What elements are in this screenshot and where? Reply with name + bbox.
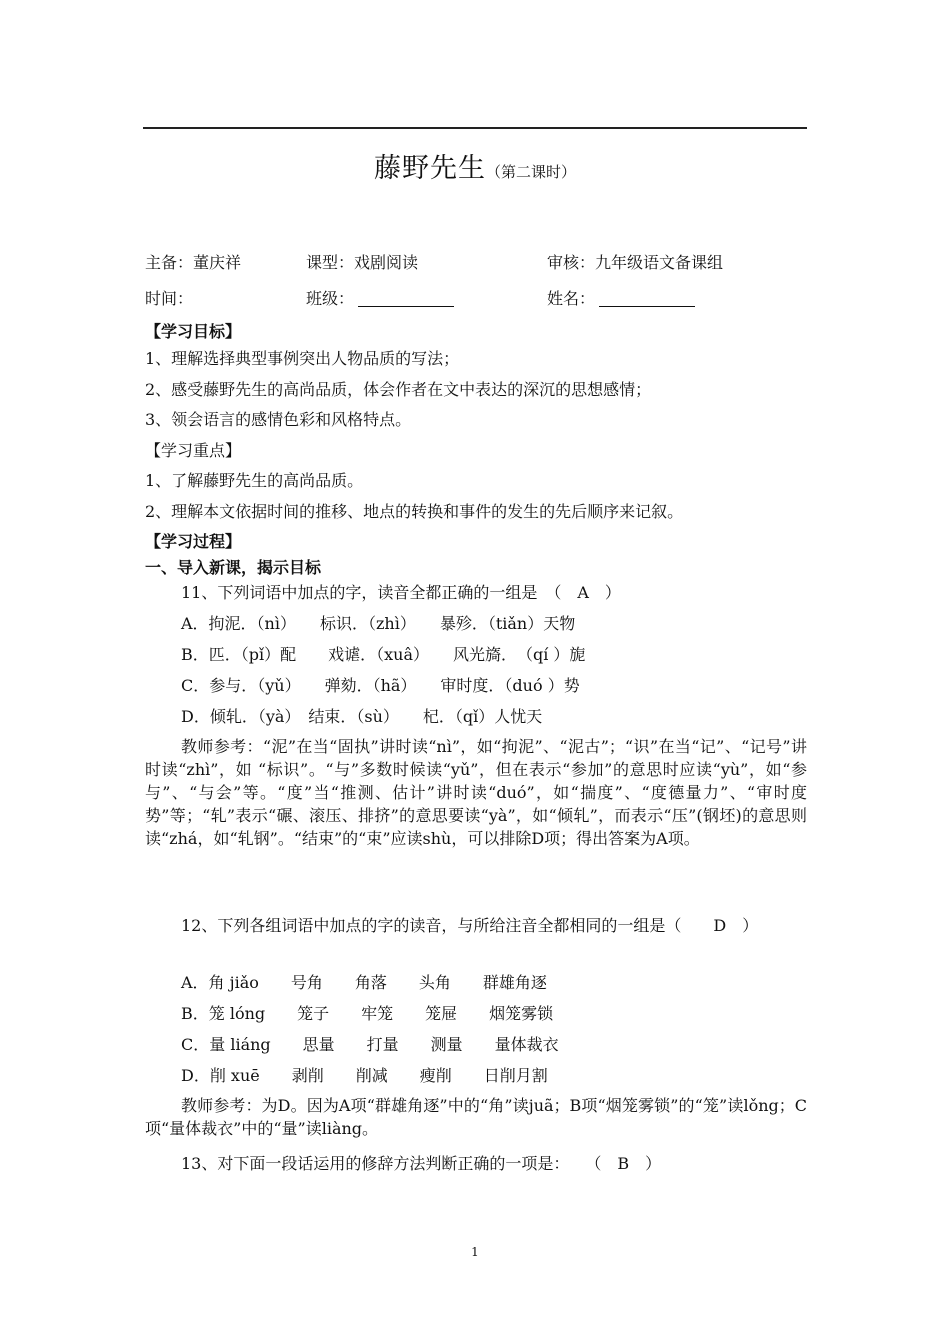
name-blank[interactable] (599, 290, 695, 307)
question-stem: 13、对下面一段话运用的修辞方法判断正确的一项是： （ B ） (181, 1154, 662, 1173)
focus-item: 1、了解藤野先生的高尚品质。 (145, 471, 364, 490)
question-option: D．倾轧．（yà） 结束．（sù） 杞．（qǐ）人忧天 (181, 707, 543, 726)
goals-heading: 【学习目标】 (145, 322, 242, 341)
header-rule (143, 127, 807, 129)
teacher-reference: 教师参考：“泥”在当“固执”讲时读“nì”，如“拘泥”、“泥古”；“识”在当“记”、“记号”讲时读“zhì”，如 “标识”。“与”多数时候读“yǔ”，但在表示“参加”的意思时应读“yù”，如“参与”、“与会”等。“度”当“推测、估计”讲时读“duó”，如“揣度”、“度德量力”、“审时度势”等；“轧”表示“碾、滚压、排挤”的意思要读“yà”，如“倾轧”，而表示“压”(钢坯)的意思则读“zhá，如“轧钢”。“结束”的“束”应读shù，可以排除D项；得出答案为A项。 (145, 737, 807, 848)
focus-heading: 【学习重点】 (145, 441, 242, 460)
meta-prep: 主备：董庆祥 (145, 253, 242, 272)
question-option: B．笼 lóng 笼子 牢笼 笼屉 烟笼雾锁 (181, 1004, 554, 1023)
title-subtitle: （第二课时） (485, 163, 576, 181)
meta-type: 课型：戏剧阅读 (306, 253, 419, 272)
goal-item: 1、理解选择典型事例突出人物品质的写法； (145, 349, 460, 368)
question-option: C．参与．（yǔ） 弹劾．（hã） 审时度．（duó ）势 (181, 676, 580, 695)
goal-item: 2、感受藤野先生的高尚品质，体会作者在文中表达的深沉的思想感情； (145, 380, 652, 399)
focus-item: 2、理解本文依据时间的推移、地点的转换和事件的发生的先后顺序来记叙。 (145, 502, 684, 521)
step-heading: 一、导入新课，揭示目标 (145, 558, 322, 577)
meta-name-label: 姓名： (547, 289, 596, 308)
page-title (0, 146, 950, 185)
class-blank[interactable] (358, 290, 454, 307)
meta-time: 时间： (145, 289, 194, 308)
teacher-reference: 教师参考：为D。因为A项“群雄角逐”中的“角”读juã；B项“烟笼雾锁”的“笼”读lǒng；C项“量体裁衣”中的“量”读liàng。 (145, 1096, 807, 1138)
question-stem: 12、下列各组词语中加点的字的读音，与所给注音全都相同的一组是（ D ） (181, 916, 759, 935)
process-heading: 【学习过程】 (145, 532, 242, 551)
question-option: B．匹．（pǐ）配 戏谑．（xuâ） 风光旖． （qí ）旎 (181, 645, 586, 664)
question-stem: 11、下列词语中加点的字，读音全都正确的一组是 （ A ） (181, 583, 621, 602)
meta-name-field[interactable] (547, 286, 695, 309)
question-option: D．削 xuē 剥削 削减 瘦削 日削月割 (181, 1066, 548, 1085)
question-option: C．量 liáng 思量 打量 测量 量体裁衣 (181, 1035, 559, 1054)
question-option: A．拘泥．（nì） 标识．（zhì） 暴殄．（tiǎn）天物 (181, 614, 576, 633)
meta-review: 审核：九年级语文备课组 (547, 253, 724, 272)
page-number: 1 (471, 1245, 479, 1259)
question-option: A．角 jiǎo 号角 角落 头角 群雄角逐 (181, 973, 547, 992)
goal-item: 3、领会语言的感情色彩和风格特点。 (145, 410, 412, 429)
meta-class-field[interactable] (306, 286, 454, 309)
meta-class-label: 班级： (306, 289, 355, 308)
title-main: 藤野先生 (373, 153, 486, 184)
